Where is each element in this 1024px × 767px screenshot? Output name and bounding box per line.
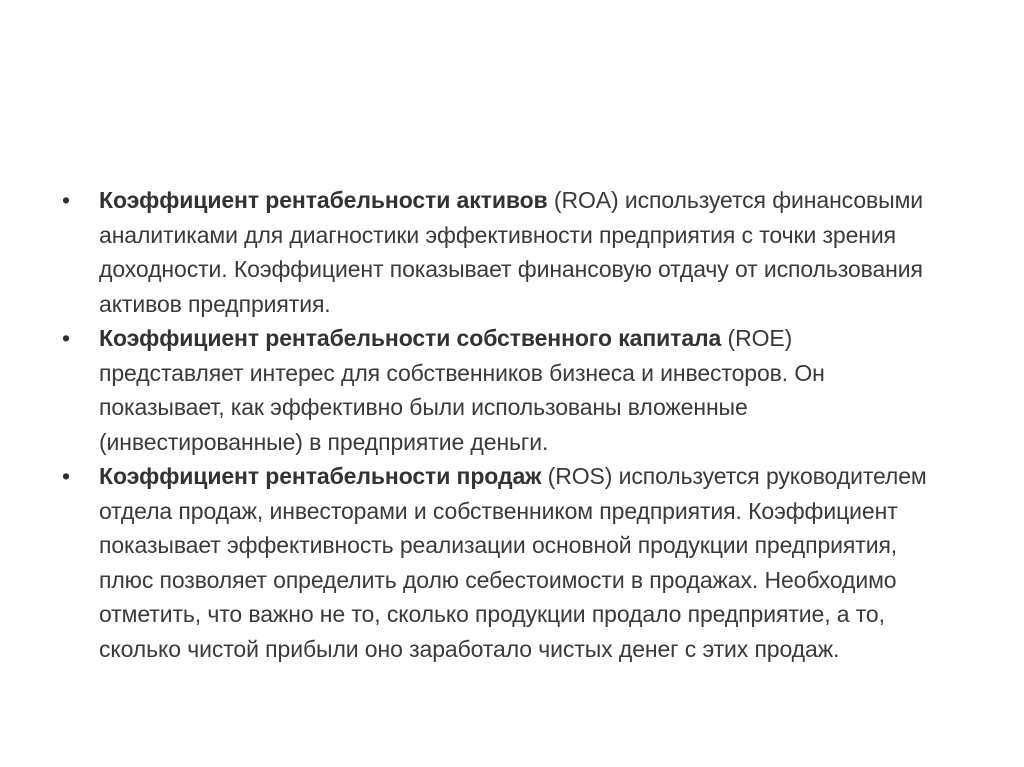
description-ros: (ROS) используется руководителем отдела продаж, инвесторами и собственником предприятия. Коэффициент показывает эффективность реализации основной продукции предприятия, плюс позволяет определить долю себестоимости в продажах. Необходимо отметить, что важно не то, сколько продукции продало предприятие, а то, сколько чистой прибыли оно заработало чистых денег с этих продаж. bbox=[99, 463, 927, 662]
bullet-icon: • bbox=[62, 187, 70, 213]
bullet-icon: • bbox=[62, 325, 70, 351]
description-roe: (ROE) представляет интерес для собственников бизнеса и инвесторов. Он показывает, как эффективно были использованы вложенные (инвестированные) в предприятие деньги. bbox=[99, 325, 825, 455]
bullet-list bbox=[62, 183, 942, 666]
term-ros: Коэффициент рентабельности продаж bbox=[99, 463, 542, 489]
bullet-item-roe bbox=[62, 321, 942, 459]
description-roa: (ROA) используется финансовыми аналитиками для диагностики эффективности предприятия с точки зрения доходности. Коэффициент показывает финансовую отдачу от использования активов предприятия. bbox=[99, 187, 924, 317]
bullet-item-roa bbox=[62, 183, 942, 321]
term-roe: Коэффициент рентабельности собственного капитала bbox=[99, 325, 722, 351]
bullet-item-ros bbox=[62, 459, 942, 666]
bullet-icon: • bbox=[62, 463, 70, 489]
term-roa: Коэффициент рентабельности активов bbox=[99, 187, 548, 213]
